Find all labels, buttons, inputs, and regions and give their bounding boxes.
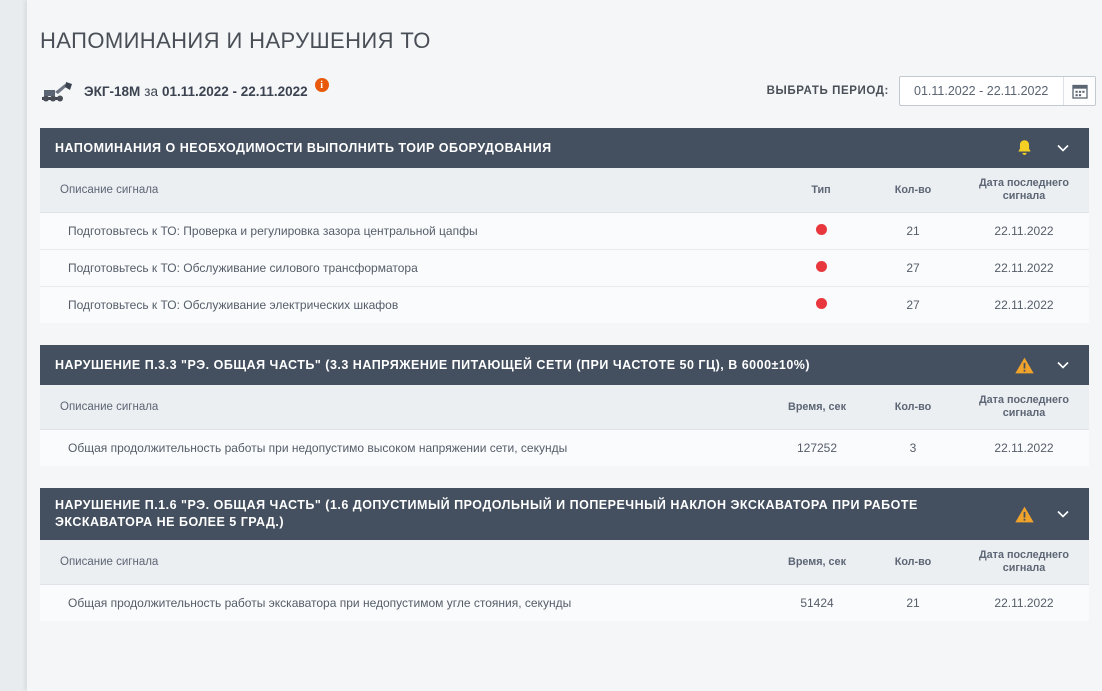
calendar-icon: [1072, 83, 1088, 99]
col-count: Кол-во: [867, 540, 959, 585]
period-input[interactable]: 01.11.2022 - 22.11.2022: [914, 84, 1049, 98]
red-dot-icon: [816, 261, 827, 272]
panel-header[interactable]: [40, 345, 1089, 385]
col-description: Описание сигнала: [40, 168, 775, 213]
page-title: НАПОМИНАНИЯ И НАРУШЕНИЯ ТО: [40, 28, 431, 53]
col-count: Кол-во: [867, 168, 959, 213]
cell-time: 51424: [767, 585, 867, 622]
cell-description: Подготовьтесь к ТО: Обслуживание электрических шкафов: [40, 287, 775, 324]
machine-name: ЭКГ-18М: [84, 83, 141, 99]
cell-type: [775, 250, 867, 287]
bell-icon: [1014, 138, 1035, 159]
calendar-button[interactable]: [1063, 77, 1095, 105]
chevron-down-icon[interactable]: [1055, 140, 1071, 156]
cell-type: [775, 213, 867, 250]
panel-violation-1-6: [40, 488, 1089, 621]
panel-maintenance-reminders: [40, 128, 1089, 323]
cell-description: Общая продолжительность работы при недопустимо высоком напряжении сети, секунды: [40, 430, 767, 467]
warning-icon: [1014, 504, 1035, 525]
warning-icon: [1014, 355, 1035, 376]
cell-date: 22.11.2022: [959, 430, 1089, 467]
table-row[interactable]: [40, 287, 1089, 324]
table-row[interactable]: [40, 585, 1089, 622]
panel-violation-3-3: [40, 345, 1089, 466]
col-time-sec: Время, сек: [767, 540, 867, 585]
col-description: Описание сигнала: [40, 540, 767, 585]
col-count: Кол-во: [867, 385, 959, 430]
cell-time: 127252: [767, 430, 867, 467]
cell-description: Подготовьтесь к ТО: Обслуживание силового трансформатора: [40, 250, 775, 287]
panel-header[interactable]: [40, 488, 1089, 540]
table-row[interactable]: [40, 213, 1089, 250]
table-header-row: [40, 168, 1089, 213]
period-box[interactable]: [899, 76, 1096, 106]
cell-type: [775, 287, 867, 324]
machine-date-range: 01.11.2022 - 22.11.2022: [161, 83, 308, 99]
cell-description: Подготовьтесь к ТО: Проверка и регулировка зазора центральной цапфы: [40, 213, 775, 250]
table-row[interactable]: [40, 250, 1089, 287]
reminders-table: [40, 168, 1089, 323]
panel-header[interactable]: [40, 128, 1089, 168]
panels-list: [27, 106, 1102, 621]
chevron-down-icon[interactable]: [1055, 506, 1071, 522]
cell-count: 27: [867, 250, 959, 287]
panel-header-icons: [1014, 138, 1077, 159]
panel-title: НАРУШЕНИЕ П.1.6 "РЭ. ОБЩАЯ ЧАСТЬ" (1.6 ДОПУСТИМЫЙ ПРОДОЛЬНЫЙ И ПОПЕРЕЧНЫЙ НАКЛОН ЭКСКАВАТОРА ПРИ РАБОТЕ ЭКСКАВАТОРА НЕ БОЛЕЕ 5 ГРАД.): [55, 498, 918, 529]
cell-count: 21: [867, 585, 959, 622]
col-time-sec: Время, сек: [767, 385, 867, 430]
cell-date: 22.11.2022: [959, 213, 1089, 250]
cell-date: 22.11.2022: [959, 287, 1089, 324]
cell-date: 22.11.2022: [959, 250, 1089, 287]
table-row[interactable]: [40, 430, 1089, 467]
col-last-signal-date: Дата последнего сигнала: [959, 540, 1089, 585]
panel-title: НАПОМИНАНИЯ О НЕОБХОДИМОСТИ ВЫПОЛНИТЬ ТОИР ОБОРУДОВАНИЯ: [55, 140, 552, 155]
cell-count: 27: [867, 287, 959, 324]
cell-count: 3: [867, 430, 959, 467]
table-header-row: [40, 540, 1089, 585]
col-last-signal-date: Дата последнего сигнала: [959, 168, 1089, 213]
panel-title: НАРУШЕНИЕ П.3.3 "РЭ. ОБЩАЯ ЧАСТЬ" (3.3 НАПРЯЖЕНИЕ ПИТАЮЩЕЙ СЕТИ (ПРИ ЧАСТОТЕ 50 ГЦ), В 6000±10%): [55, 357, 811, 372]
panel-header-icons: [1014, 355, 1077, 376]
page-container: [27, 0, 1102, 691]
machine-info: [40, 80, 329, 102]
info-icon[interactable]: i: [315, 78, 329, 92]
cell-date: 22.11.2022: [959, 585, 1089, 622]
violation-table: [40, 540, 1089, 621]
chevron-down-icon[interactable]: [1055, 357, 1071, 373]
period-label: ВЫБРАТЬ ПЕРИОД:: [766, 85, 889, 97]
panel-header-icons: [1014, 504, 1077, 525]
period-picker: [767, 76, 1096, 106]
excavator-icon: [40, 80, 74, 102]
red-dot-icon: [816, 224, 827, 235]
col-description: Описание сигнала: [40, 385, 767, 430]
col-last-signal-date: Дата последнего сигнала: [959, 385, 1089, 430]
col-type: Тип: [775, 168, 867, 213]
table-header-row: [40, 385, 1089, 430]
machine-za-label: за: [144, 83, 158, 99]
cell-count: 21: [867, 213, 959, 250]
violation-table: [40, 385, 1089, 466]
cell-description: Общая продолжительность работы экскаватора при недопустимом угле стояния, секунды: [40, 585, 767, 622]
subheader: [27, 54, 1102, 106]
red-dot-icon: [816, 298, 827, 309]
